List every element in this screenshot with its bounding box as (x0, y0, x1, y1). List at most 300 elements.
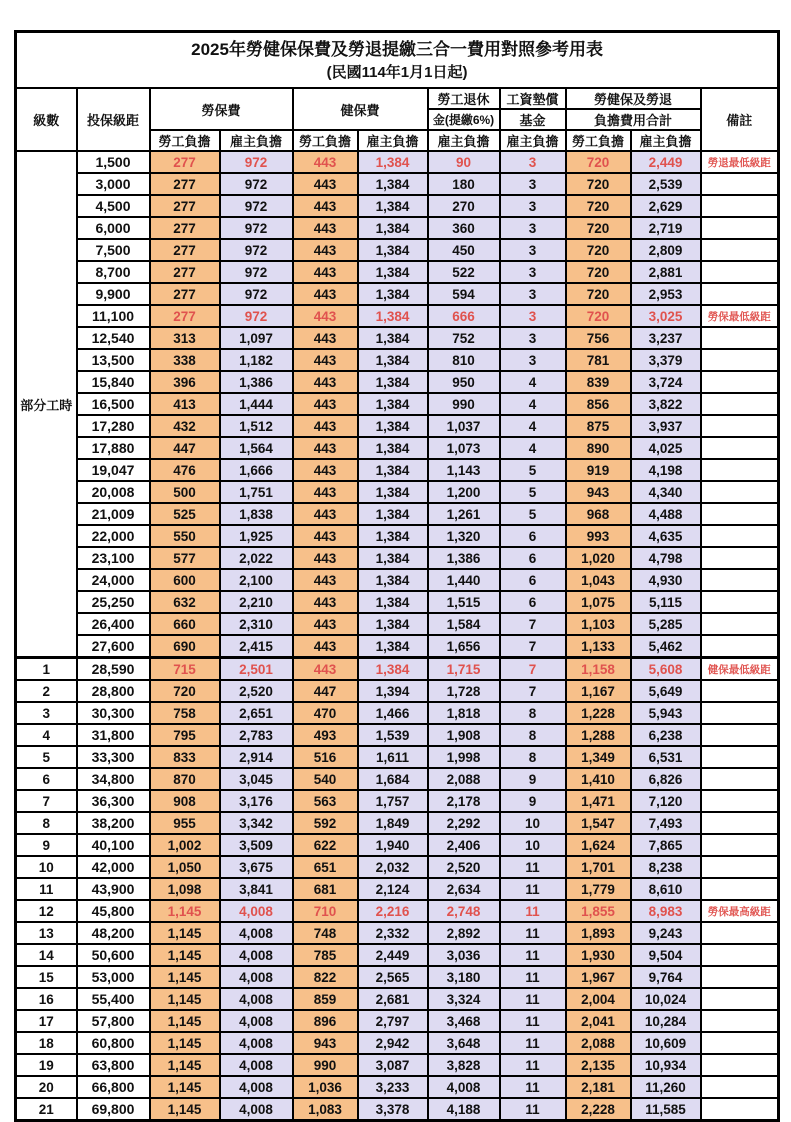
total-employer-cell: 7,120 (631, 790, 701, 812)
header-wage-fund-employer: 雇主負擔 (500, 130, 566, 151)
remark-cell (701, 834, 779, 856)
labor-employee-cell: 525 (150, 503, 220, 525)
labor-employer-cell: 3,509 (220, 834, 293, 856)
total-employer-cell: 8,238 (631, 856, 701, 878)
pension-employer-cell: 3,180 (428, 966, 500, 988)
labor-employee-cell: 1,145 (150, 1032, 220, 1054)
pension-employer-cell: 1,200 (428, 481, 500, 503)
health-employee-cell: 1,036 (293, 1076, 358, 1098)
health-employee-cell: 563 (293, 790, 358, 812)
pension-employer-cell: 450 (428, 239, 500, 261)
health-employer-cell: 1,384 (358, 327, 428, 349)
health-employer-cell: 1,384 (358, 547, 428, 569)
wage-fund-employer-cell: 5 (500, 503, 566, 525)
table-row (16, 525, 779, 547)
health-employer-cell: 1,384 (358, 393, 428, 415)
pension-employer-cell: 1,440 (428, 569, 500, 591)
health-employer-cell: 1,394 (358, 680, 428, 702)
labor-employee-cell: 277 (150, 239, 220, 261)
health-employer-cell: 1,384 (358, 613, 428, 635)
remark-cell (701, 239, 779, 261)
bracket-cell: 8,700 (77, 261, 150, 283)
health-employer-cell: 2,942 (358, 1032, 428, 1054)
bracket-cell: 26,400 (77, 613, 150, 635)
remark-cell: 勞保最低級距 (701, 305, 779, 327)
labor-employer-cell: 2,310 (220, 613, 293, 635)
total-employer-cell: 8,983 (631, 900, 701, 922)
total-employee-cell: 890 (566, 437, 631, 459)
health-employee-cell: 443 (293, 173, 358, 195)
total-employer-cell: 8,610 (631, 878, 701, 900)
bracket-cell: 23,100 (77, 547, 150, 569)
total-employer-cell: 6,826 (631, 768, 701, 790)
health-employee-cell: 1,083 (293, 1098, 358, 1121)
table-row (16, 503, 779, 525)
table-row (16, 635, 779, 658)
total-employee-cell: 1,288 (566, 724, 631, 746)
total-employee-cell: 1,855 (566, 900, 631, 922)
header-health-group: 健保費 (293, 88, 428, 130)
table-row (16, 878, 779, 900)
health-employer-cell: 2,449 (358, 944, 428, 966)
total-employee-cell: 720 (566, 239, 631, 261)
remark-cell (701, 283, 779, 305)
table-row (16, 195, 779, 217)
pension-employer-cell: 3,828 (428, 1054, 500, 1076)
health-employer-cell: 1,466 (358, 702, 428, 724)
wage-fund-employer-cell: 7 (500, 635, 566, 658)
health-employer-cell: 3,378 (358, 1098, 428, 1121)
labor-employee-cell: 833 (150, 746, 220, 768)
bracket-cell: 15,840 (77, 371, 150, 393)
bracket-cell: 57,800 (77, 1010, 150, 1032)
level-cell: 6 (16, 768, 77, 790)
table-row (16, 1010, 779, 1032)
total-employee-cell: 2,004 (566, 988, 631, 1010)
header-health-employer: 雇主負擔 (358, 130, 428, 151)
wage-fund-employer-cell: 3 (500, 327, 566, 349)
table-row (16, 305, 779, 327)
pension-employer-cell: 752 (428, 327, 500, 349)
health-employer-cell: 3,233 (358, 1076, 428, 1098)
labor-employer-cell: 4,008 (220, 922, 293, 944)
remark-cell (701, 371, 779, 393)
labor-employer-cell: 2,100 (220, 569, 293, 591)
remark-cell (701, 547, 779, 569)
labor-employee-cell: 1,145 (150, 900, 220, 922)
remark-cell (701, 856, 779, 878)
labor-employee-cell: 277 (150, 195, 220, 217)
labor-employer-cell: 1,386 (220, 371, 293, 393)
remark-cell (701, 481, 779, 503)
labor-employee-cell: 1,145 (150, 1010, 220, 1032)
remark-cell (701, 327, 779, 349)
bracket-cell: 17,880 (77, 437, 150, 459)
wage-fund-employer-cell: 10 (500, 812, 566, 834)
labor-employer-cell: 972 (220, 195, 293, 217)
remark-cell (701, 812, 779, 834)
table-row (16, 658, 779, 681)
table-row (16, 856, 779, 878)
header-total-line1: 勞健保及勞退 (566, 88, 701, 109)
labor-employee-cell: 277 (150, 151, 220, 173)
health-employer-cell: 1,384 (358, 481, 428, 503)
table-row (16, 680, 779, 702)
total-employee-cell: 856 (566, 393, 631, 415)
total-employee-cell: 1,967 (566, 966, 631, 988)
total-employer-cell: 3,379 (631, 349, 701, 371)
health-employee-cell: 443 (293, 195, 358, 217)
remark-cell (701, 217, 779, 239)
labor-employee-cell: 600 (150, 569, 220, 591)
health-employee-cell: 443 (293, 525, 358, 547)
total-employer-cell: 2,449 (631, 151, 701, 173)
total-employee-cell: 720 (566, 305, 631, 327)
pension-employer-cell: 90 (428, 151, 500, 173)
total-employee-cell: 720 (566, 173, 631, 195)
pension-employer-cell: 2,892 (428, 922, 500, 944)
health-employee-cell: 443 (293, 349, 358, 371)
bracket-cell: 45,800 (77, 900, 150, 922)
total-employer-cell: 4,025 (631, 437, 701, 459)
total-employee-cell: 1,133 (566, 635, 631, 658)
labor-employer-cell: 2,501 (220, 658, 293, 681)
table-row (16, 812, 779, 834)
header-wage-fund-line2: 基金 (500, 109, 566, 130)
remark-cell (701, 680, 779, 702)
pension-employer-cell: 2,748 (428, 900, 500, 922)
wage-fund-employer-cell: 7 (500, 680, 566, 702)
health-employer-cell: 1,384 (358, 349, 428, 371)
pension-employer-cell: 1,998 (428, 746, 500, 768)
health-employee-cell: 443 (293, 283, 358, 305)
health-employee-cell: 710 (293, 900, 358, 922)
wage-fund-employer-cell: 6 (500, 591, 566, 613)
health-employer-cell: 1,539 (358, 724, 428, 746)
bracket-cell: 28,800 (77, 680, 150, 702)
total-employer-cell: 2,629 (631, 195, 701, 217)
wage-fund-employer-cell: 11 (500, 900, 566, 922)
health-employee-cell: 443 (293, 415, 358, 437)
level-cell: 13 (16, 922, 77, 944)
level-cell: 16 (16, 988, 77, 1010)
pension-employer-cell: 4,188 (428, 1098, 500, 1121)
header-pension-employer: 雇主負擔 (428, 130, 500, 151)
pension-employer-cell: 3,468 (428, 1010, 500, 1032)
wage-fund-employer-cell: 9 (500, 790, 566, 812)
health-employer-cell: 1,384 (358, 415, 428, 437)
labor-employee-cell: 500 (150, 481, 220, 503)
wage-fund-employer-cell: 5 (500, 481, 566, 503)
bracket-cell: 1,500 (77, 151, 150, 173)
total-employee-cell: 919 (566, 459, 631, 481)
pension-employer-cell: 2,634 (428, 878, 500, 900)
labor-employee-cell: 720 (150, 680, 220, 702)
remark-cell (701, 591, 779, 613)
wage-fund-employer-cell: 6 (500, 569, 566, 591)
wage-fund-employer-cell: 3 (500, 349, 566, 371)
remark-cell (701, 635, 779, 658)
pension-employer-cell: 2,292 (428, 812, 500, 834)
health-employer-cell: 2,332 (358, 922, 428, 944)
bracket-cell: 12,540 (77, 327, 150, 349)
health-employee-cell: 443 (293, 217, 358, 239)
remark-cell (701, 922, 779, 944)
total-employer-cell: 10,024 (631, 988, 701, 1010)
labor-employee-cell: 908 (150, 790, 220, 812)
bracket-cell: 33,300 (77, 746, 150, 768)
remark-cell (701, 966, 779, 988)
pension-employer-cell: 810 (428, 349, 500, 371)
bracket-cell: 9,900 (77, 283, 150, 305)
wage-fund-employer-cell: 11 (500, 1032, 566, 1054)
health-employee-cell: 622 (293, 834, 358, 856)
labor-employer-cell: 3,675 (220, 856, 293, 878)
health-employer-cell: 2,216 (358, 900, 428, 922)
wage-fund-employer-cell: 5 (500, 459, 566, 481)
total-employer-cell: 6,531 (631, 746, 701, 768)
labor-employer-cell: 4,008 (220, 1076, 293, 1098)
health-employee-cell: 785 (293, 944, 358, 966)
health-employee-cell: 447 (293, 680, 358, 702)
labor-employee-cell: 1,050 (150, 856, 220, 878)
labor-employee-cell: 577 (150, 547, 220, 569)
total-employer-cell: 6,238 (631, 724, 701, 746)
health-employer-cell: 1,384 (358, 591, 428, 613)
labor-employer-cell: 4,008 (220, 900, 293, 922)
table-row (16, 591, 779, 613)
table-row (16, 327, 779, 349)
pension-employer-cell: 360 (428, 217, 500, 239)
header-total-employer: 雇主負擔 (631, 130, 701, 151)
total-employee-cell: 1,930 (566, 944, 631, 966)
wage-fund-employer-cell: 11 (500, 922, 566, 944)
bracket-cell: 24,000 (77, 569, 150, 591)
health-employee-cell: 443 (293, 239, 358, 261)
header-labor-employee: 勞工負擔 (150, 130, 220, 151)
labor-employee-cell: 1,145 (150, 1054, 220, 1076)
header-level: 級數 (16, 88, 77, 151)
level-cell: 12 (16, 900, 77, 922)
labor-employer-cell: 2,210 (220, 591, 293, 613)
total-employer-cell: 5,649 (631, 680, 701, 702)
remark-cell (701, 393, 779, 415)
total-employer-cell: 4,798 (631, 547, 701, 569)
table-row (16, 790, 779, 812)
pension-employer-cell: 1,073 (428, 437, 500, 459)
labor-employee-cell: 758 (150, 702, 220, 724)
total-employer-cell: 3,237 (631, 327, 701, 349)
pension-employer-cell: 1,143 (428, 459, 500, 481)
labor-employee-cell: 413 (150, 393, 220, 415)
pension-employer-cell: 3,324 (428, 988, 500, 1010)
total-employer-cell: 11,585 (631, 1098, 701, 1121)
labor-employer-cell: 2,520 (220, 680, 293, 702)
page-subtitle: (民國114年1月1日起) (326, 64, 468, 82)
bracket-cell: 17,280 (77, 415, 150, 437)
labor-employer-cell: 2,022 (220, 547, 293, 569)
table-row (16, 151, 779, 173)
health-employer-cell: 1,384 (358, 437, 428, 459)
remark-cell (701, 459, 779, 481)
remark-cell (701, 768, 779, 790)
bracket-cell: 13,500 (77, 349, 150, 371)
table-row (16, 966, 779, 988)
level-cell: 9 (16, 834, 77, 856)
labor-employee-cell: 277 (150, 217, 220, 239)
health-employee-cell: 443 (293, 591, 358, 613)
total-employer-cell: 5,608 (631, 658, 701, 681)
wage-fund-employer-cell: 3 (500, 305, 566, 327)
pension-employer-cell: 1,515 (428, 591, 500, 613)
health-employee-cell: 592 (293, 812, 358, 834)
labor-employer-cell: 4,008 (220, 1054, 293, 1076)
pension-employer-cell: 522 (428, 261, 500, 283)
header-pension-line2: 金(提繳6%) (428, 109, 500, 130)
bracket-cell: 16,500 (77, 393, 150, 415)
health-employer-cell: 1,384 (358, 658, 428, 681)
health-employer-cell: 3,087 (358, 1054, 428, 1076)
labor-employee-cell: 660 (150, 613, 220, 635)
title-cell (16, 32, 779, 89)
bracket-cell: 22,000 (77, 525, 150, 547)
labor-employee-cell: 1,098 (150, 878, 220, 900)
wage-fund-employer-cell: 10 (500, 834, 566, 856)
health-employer-cell: 1,384 (358, 283, 428, 305)
wage-fund-employer-cell: 3 (500, 239, 566, 261)
total-employee-cell: 1,624 (566, 834, 631, 856)
level-cell: 2 (16, 680, 77, 702)
header-wage-fund-line1: 工資墊償 (500, 88, 566, 109)
header-health-employee: 勞工負擔 (293, 130, 358, 151)
health-employer-cell: 2,565 (358, 966, 428, 988)
pension-employer-cell: 270 (428, 195, 500, 217)
total-employee-cell: 875 (566, 415, 631, 437)
pension-employer-cell: 950 (428, 371, 500, 393)
wage-fund-employer-cell: 7 (500, 613, 566, 635)
bracket-cell: 11,100 (77, 305, 150, 327)
pension-employer-cell: 1,656 (428, 635, 500, 658)
remark-cell: 勞退最低級距 (701, 151, 779, 173)
table-row (16, 613, 779, 635)
remark-cell (701, 1054, 779, 1076)
total-employer-cell: 9,504 (631, 944, 701, 966)
health-employee-cell: 896 (293, 1010, 358, 1032)
level-cell: 17 (16, 1010, 77, 1032)
bracket-cell: 66,800 (77, 1076, 150, 1098)
total-employer-cell: 5,462 (631, 635, 701, 658)
level-cell: 10 (16, 856, 77, 878)
labor-employee-cell: 550 (150, 525, 220, 547)
health-employee-cell: 443 (293, 151, 358, 173)
table-row (16, 900, 779, 922)
total-employee-cell: 943 (566, 481, 631, 503)
labor-employee-cell: 1,002 (150, 834, 220, 856)
health-employee-cell: 493 (293, 724, 358, 746)
total-employee-cell: 1,020 (566, 547, 631, 569)
labor-employee-cell: 277 (150, 283, 220, 305)
total-employee-cell: 2,041 (566, 1010, 631, 1032)
health-employee-cell: 943 (293, 1032, 358, 1054)
table-row (16, 261, 779, 283)
health-employee-cell: 651 (293, 856, 358, 878)
health-employee-cell: 443 (293, 305, 358, 327)
remark-cell (701, 525, 779, 547)
remark-cell (701, 569, 779, 591)
table-row (16, 481, 779, 503)
total-employee-cell: 756 (566, 327, 631, 349)
total-employee-cell: 2,228 (566, 1098, 631, 1121)
bracket-cell: 55,400 (77, 988, 150, 1010)
remark-cell (701, 746, 779, 768)
level-cell: 18 (16, 1032, 77, 1054)
total-employer-cell: 7,493 (631, 812, 701, 834)
table-row (16, 349, 779, 371)
health-employee-cell: 443 (293, 569, 358, 591)
labor-employee-cell: 955 (150, 812, 220, 834)
remark-cell (701, 988, 779, 1010)
header-row-1 (16, 88, 779, 109)
total-employee-cell: 1,779 (566, 878, 631, 900)
total-employee-cell: 839 (566, 371, 631, 393)
health-employee-cell: 443 (293, 635, 358, 658)
pension-employer-cell: 1,584 (428, 613, 500, 635)
table-row (16, 569, 779, 591)
title-row (16, 32, 779, 89)
total-employer-cell: 3,025 (631, 305, 701, 327)
health-employer-cell: 1,384 (358, 503, 428, 525)
labor-employee-cell: 277 (150, 261, 220, 283)
labor-employee-cell: 795 (150, 724, 220, 746)
health-employee-cell: 443 (293, 327, 358, 349)
wage-fund-employer-cell: 7 (500, 658, 566, 681)
health-employer-cell: 1,384 (358, 525, 428, 547)
total-employee-cell: 2,181 (566, 1076, 631, 1098)
labor-employer-cell: 1,838 (220, 503, 293, 525)
level-cell: 11 (16, 878, 77, 900)
labor-employer-cell: 1,666 (220, 459, 293, 481)
level-cell: 14 (16, 944, 77, 966)
labor-employee-cell: 313 (150, 327, 220, 349)
total-employee-cell: 1,075 (566, 591, 631, 613)
labor-employee-cell: 476 (150, 459, 220, 481)
remark-cell (701, 349, 779, 371)
pension-employer-cell: 1,320 (428, 525, 500, 547)
labor-employee-cell: 338 (150, 349, 220, 371)
wage-fund-employer-cell: 11 (500, 1098, 566, 1121)
table-row (16, 547, 779, 569)
remark-cell (701, 944, 779, 966)
table-row (16, 944, 779, 966)
labor-employee-cell: 1,145 (150, 1098, 220, 1121)
pension-employer-cell: 2,178 (428, 790, 500, 812)
pension-employer-cell: 4,008 (428, 1076, 500, 1098)
table-row (16, 922, 779, 944)
table-row (16, 173, 779, 195)
total-employer-cell: 10,609 (631, 1032, 701, 1054)
health-employee-cell: 443 (293, 437, 358, 459)
labor-employer-cell: 972 (220, 239, 293, 261)
bracket-cell: 30,300 (77, 702, 150, 724)
table-row (16, 1054, 779, 1076)
wage-fund-employer-cell: 3 (500, 261, 566, 283)
total-employer-cell: 2,809 (631, 239, 701, 261)
table-row (16, 239, 779, 261)
remark-cell: 勞保最高級距 (701, 900, 779, 922)
wage-fund-employer-cell: 9 (500, 768, 566, 790)
bracket-cell: 42,000 (77, 856, 150, 878)
health-employee-cell: 443 (293, 393, 358, 415)
